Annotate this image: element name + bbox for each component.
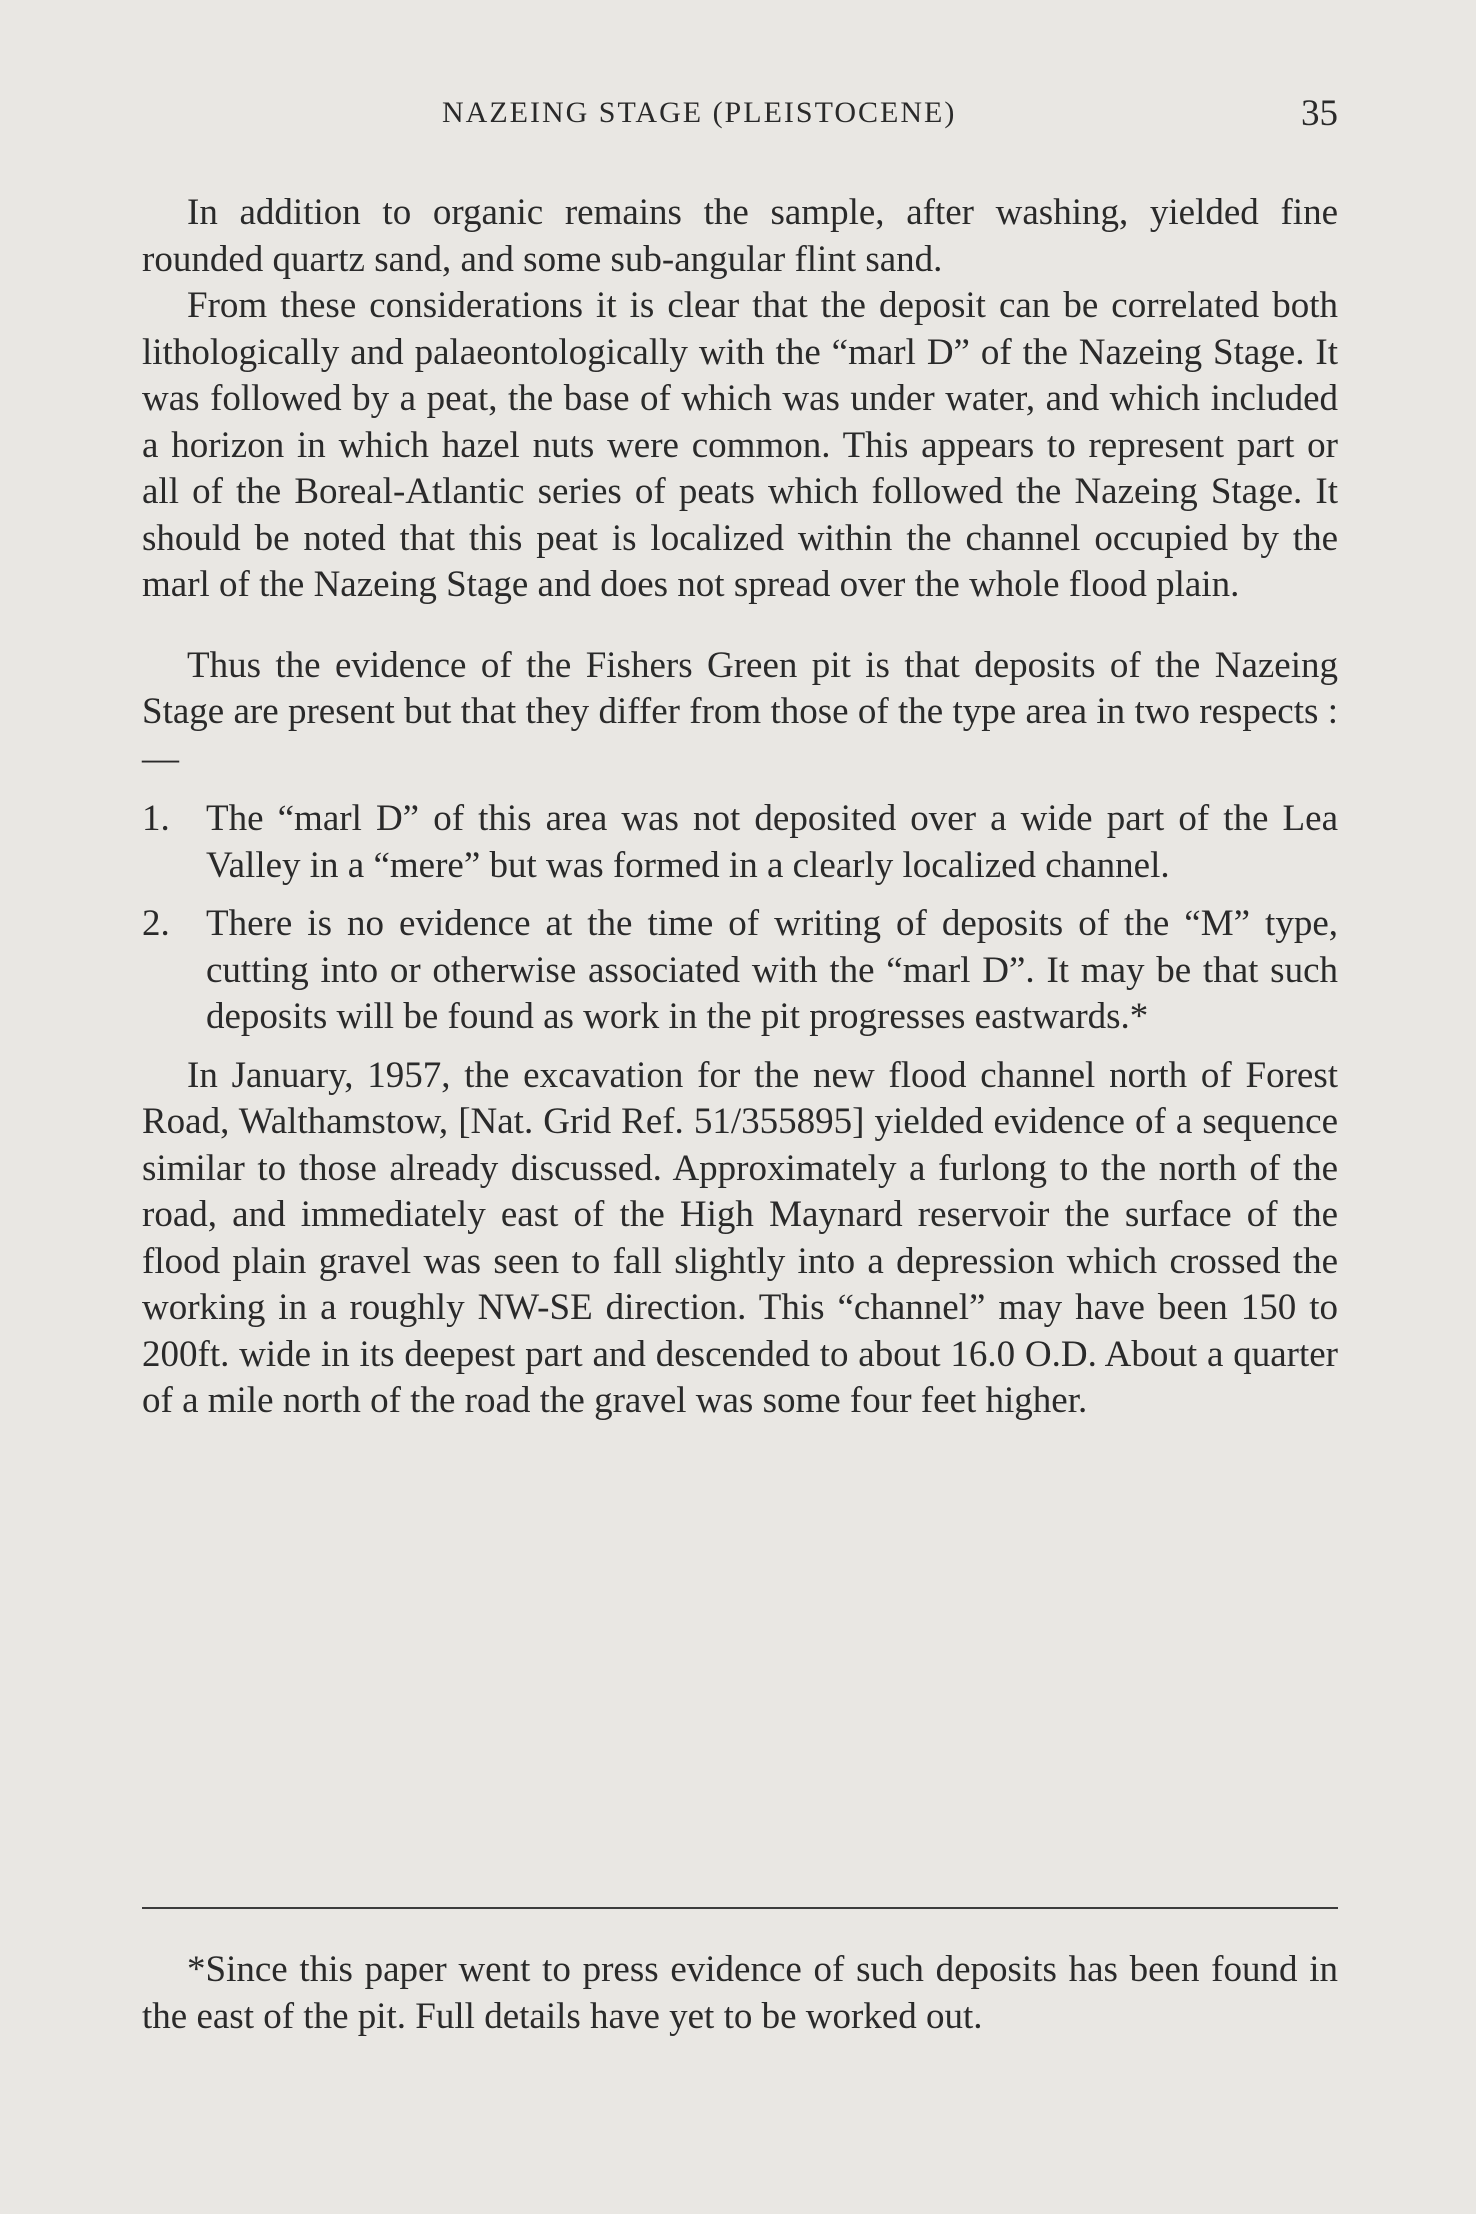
- running-head: NAZEING STAGE (PLEISTOCENE): [442, 96, 957, 129]
- list-item-text: There is no evidence at the time of writing of deposits of the “M” type, cutting into or otherwise associated with the “marl D”. It may be that such deposits will be found as work in the pit progresses eastwards.*: [206, 903, 1338, 1037]
- paragraph-fishers-green: Thus the evidence of the Fishers Green pit is that deposits of the Nazeing Stage are present but that they differ from those of the type area in two respects :—: [142, 644, 1338, 779]
- paragraph-organic-remains: In addition to organic remains the sample, after washing, yielded fine rounded quartz sand, and some sub-angular flint sand.: [142, 192, 1338, 280]
- paragraph-considerations: From these considerations it is clear that the deposit can be correlated both lithologically and palaeontologically with the “marl D” of the Nazeing Stage. It was followed by a peat, the base of which was under water, and which included a horizon in which hazel nuts were common. This appears to represent part or all of the Boreal-Atlantic series of peats which followed the Nazeing Stage. It should be noted that this peat is localized within the channel occupied by the marl of the Nazeing Stage and does not spread over the whole flood plain.: [142, 285, 1338, 605]
- paragraph-january-1957: In January, 1957, the excavation for the new flood channel north of Forest Road, Walthamstow, [Nat. Grid Ref. 51/355895] yielded evidence of a sequence similar to those already discussed. Approximately a furlong to the north of the road, and immediately east of the High Maynard reservoir the surface of the flood plain gravel was seen to fall slightly into a depression which crossed the working in a roughly NW-SE direction. This “channel” may have been 150 to 200ft. wide in its deepest part and descended to about 16.0 O.D. About a quarter of a mile north of the road the gravel was some four feet higher.: [142, 1054, 1338, 1421]
- body-text: [142, 190, 1338, 1425]
- list-item-number: 1.: [142, 798, 170, 839]
- page-number: 35: [1301, 93, 1338, 134]
- list-item: [142, 901, 1338, 1041]
- page-header: [142, 93, 1338, 146]
- respects-list: [142, 796, 1338, 1041]
- list-item: [142, 796, 1338, 889]
- list-item-text: The “marl D” of this area was not deposited over a wide part of the Lea Valley in a “mere” but was formed in a clearly localized channel.: [206, 798, 1338, 886]
- footnote-rule: [142, 1907, 1338, 1909]
- list-item-number: 2.: [142, 903, 170, 944]
- footnote: *Since this paper went to press evidence of such deposits has been found in the east of the pit. Full details have yet to be worked out.: [142, 1949, 1338, 2037]
